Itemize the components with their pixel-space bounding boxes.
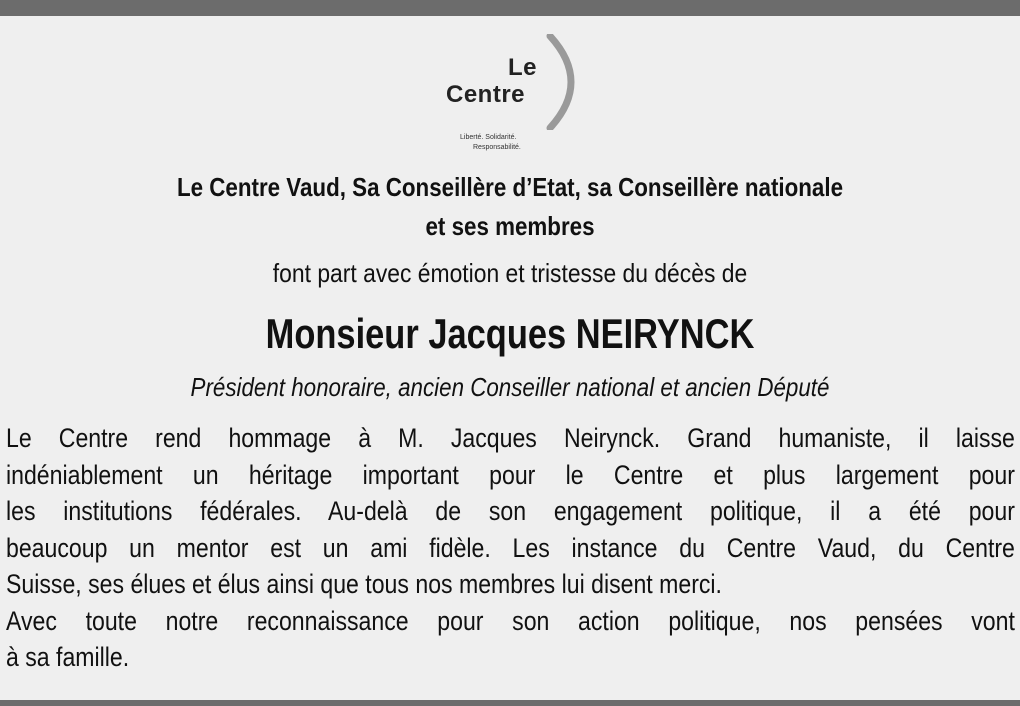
intro-text: font part avec émotion et tristesse du décès de [272,258,748,288]
deceased-name: Monsieur Jacques NEIRYNCK [265,310,755,357]
bottom-rule [0,700,1020,706]
tribute-line: les institutions fédérales. Au-delà de son engagement politique, il a été pour [6,496,1015,526]
tribute-line: beaucoup un mentor est un ami fidèle. Les instance du Centre Vaud, du Centre [6,532,1015,563]
logo-tagline-line2: Responsabilité. [473,144,521,151]
deceased-role: Président honoraire, ancien Conseiller national et ancien Député [190,372,830,402]
tribute-paragraph [6,420,1015,676]
tribute-line: indéniablement un héritage important pour le Centre et plus largement pour [6,459,1015,490]
tribute-line: à sa famille. [6,642,130,672]
logo-name-line2: Centre [446,81,526,108]
tribute-line: Avec toute notre reconnaissance pour son action politique, nos pensées vont [6,605,1015,636]
tribute-line: Suisse, ses élues et élus ainsi que tous nos membres lui disent merci. [6,569,722,599]
logo-name-line1: Le [508,54,538,81]
heading-line2: et ses membres [425,211,595,241]
logo-arc-icon [540,34,580,130]
le-centre-logo [440,34,590,158]
logo-tagline-line1: Liberté. Solidarité. [460,134,517,141]
top-rule [0,0,1020,16]
heading-line1: Le Centre Vaud, Sa Conseillère d’Etat, sa Conseillère nationale [176,172,844,202]
tribute-line: Le Centre rend hommage à M. Jacques Neirynck. Grand humaniste, il laisse [6,423,1015,453]
